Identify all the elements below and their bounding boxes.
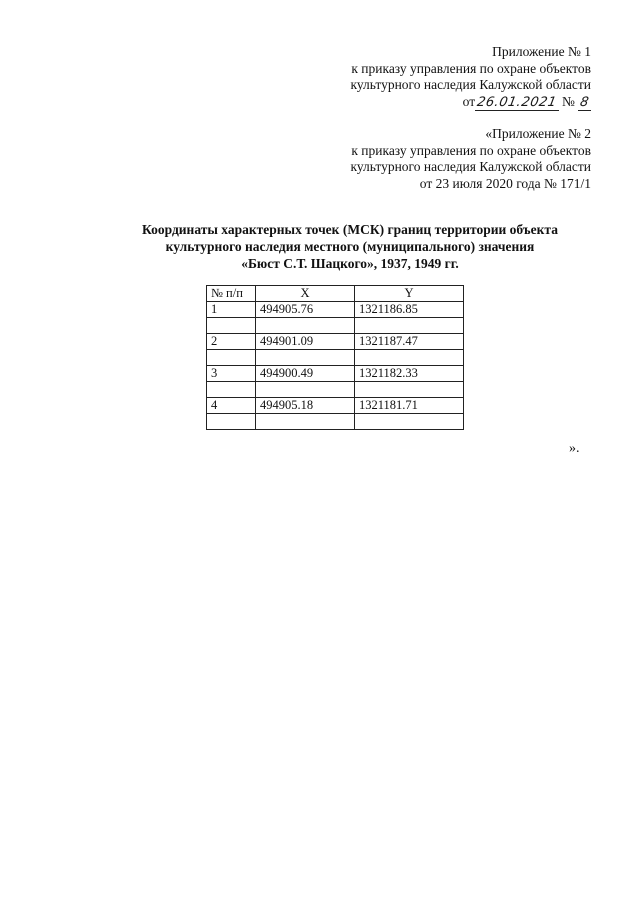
header-x: X	[256, 286, 355, 302]
appendix-2-header	[350, 126, 591, 192]
cell-x	[256, 350, 355, 366]
cell-x	[256, 318, 355, 334]
cell-y	[355, 350, 464, 366]
closing-quote: ».	[569, 441, 580, 456]
cell-x	[256, 382, 355, 398]
cell-point-number	[207, 382, 256, 398]
cell-x: 494900.49	[256, 366, 355, 382]
table-row	[207, 382, 464, 398]
table-row	[207, 366, 464, 382]
cell-y: 1321187.47	[355, 334, 464, 350]
cell-y	[355, 382, 464, 398]
title-line-2: культурного наследия местного (муниципального) значения	[165, 239, 535, 254]
cell-point-number	[207, 350, 256, 366]
cell-point-number: 2	[207, 334, 256, 350]
table-row	[207, 350, 464, 366]
cell-y	[355, 414, 464, 430]
appendix-1-date-line	[350, 94, 591, 111]
appendix-2-title: «Приложение № 2	[485, 126, 591, 141]
cell-point-number: 3	[207, 366, 256, 382]
coordinates-table	[206, 285, 464, 430]
header-point-number: № п/п	[207, 286, 256, 302]
appendix-1-order-line: к приказу управления по охране объектов	[351, 60, 591, 76]
appendix-1-title: Приложение № 1	[492, 44, 591, 59]
cell-x	[256, 414, 355, 430]
cell-y	[355, 318, 464, 334]
table-row	[207, 318, 464, 334]
cell-y: 1321182.33	[355, 366, 464, 382]
cell-x: 494901.09	[256, 334, 355, 350]
table-row	[207, 398, 464, 414]
cell-point-number: 1	[207, 302, 256, 318]
appendix-2-date-line: от 23 июля 2020 года № 171/1	[419, 175, 591, 191]
title-line-3: «Бюст С.Т. Шацкого», 1937, 1949 гг.	[241, 256, 459, 271]
table-row	[207, 334, 464, 350]
cell-x: 494905.76	[256, 302, 355, 318]
handwritten-number: 8	[578, 94, 591, 110]
document-title	[80, 221, 620, 272]
number-sign: №	[561, 93, 575, 109]
cell-y: 1321186.85	[355, 302, 464, 318]
header-y: Y	[355, 286, 464, 302]
cell-y: 1321181.71	[355, 398, 464, 414]
cell-x: 494905.18	[256, 398, 355, 414]
date-prefix: от	[462, 93, 476, 109]
table-header-row	[207, 286, 464, 302]
cell-point-number	[207, 414, 256, 430]
appendix-1-header	[350, 44, 591, 111]
appendix-2-order-line: к приказу управления по охране объектов	[351, 142, 591, 158]
table-row	[207, 302, 464, 318]
handwritten-date: 26.01.2021	[475, 94, 558, 110]
table-row	[207, 414, 464, 430]
title-line-1: Координаты характерных точек (МСК) границ территории объекта	[142, 222, 558, 237]
cell-point-number	[207, 318, 256, 334]
appendix-2-authority-line: культурного наследия Калужской области	[350, 159, 591, 174]
appendix-1-authority-line: культурного наследия Калужской области	[350, 77, 591, 92]
cell-point-number: 4	[207, 398, 256, 414]
